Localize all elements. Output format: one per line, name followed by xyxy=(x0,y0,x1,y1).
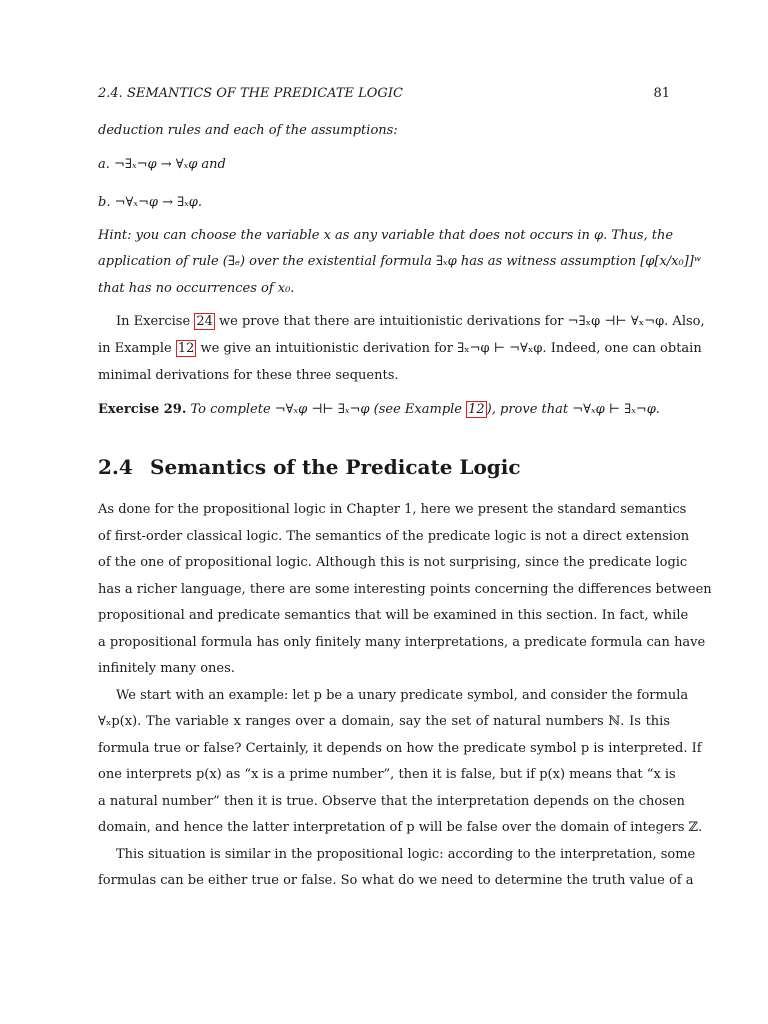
para2-line: a propositional formula has only finitely many interpretations, a predicate formula can have xyxy=(98,635,706,650)
exercise-24-link[interactable]: 24 xyxy=(196,314,213,329)
hint-line-5: application of rule (∃ₑ) over the existential formula ∃ₓφ has as witness assumption [φ[x/x₀]]ʷ xyxy=(98,254,701,269)
para1-text-d: we give an intuitionistic derivation for ∃ₓ¬φ ⊢ ¬∀ₓφ. Indeed, one can obtain xyxy=(196,341,702,356)
exercise-29 xyxy=(98,402,670,418)
para3-line: a natural number” then it is true. Observe that the interpretation depends on the chosen xyxy=(98,794,685,809)
para2-line: infinitely many ones. xyxy=(98,661,235,676)
para2-line: As done for the propositional logic in Chapter 1, here we present the standard semantics xyxy=(98,502,687,517)
section-number: 2.4 xyxy=(98,455,133,479)
exercise-text-a: To complete ¬∀ₓφ ⊣⊢ ∃ₓ¬φ (see Example xyxy=(186,402,467,417)
para2-line: of the one of propositional logic. Although this is not surprising, since the predicate logic xyxy=(98,555,688,570)
para2-line: of first-order classical logic. The semantics of the predicate logic is not a direct extension xyxy=(98,529,690,544)
para1-text-b: we prove that there are intuitionistic derivations for ¬∃ₓφ ⊣⊢ ∀ₓ¬φ. Also, xyxy=(214,314,705,329)
hint-line-6: that has no occurrences of x₀. xyxy=(98,281,295,296)
para4-line: formulas can be either true or false. So what do we need to determine the truth value of a xyxy=(98,873,694,888)
para4-line: This situation is similar in the propositional logic: according to the interpretation, some xyxy=(116,847,696,862)
assumption-b: b. ¬∀ₓ¬φ → ∃ₓφ. xyxy=(98,195,202,210)
para3-line: formula true or false? Certainly, it depends on how the predicate symbol p is interpreted. If xyxy=(98,741,702,756)
example-12-link[interactable]: 12 xyxy=(177,341,195,356)
running-header xyxy=(98,86,670,101)
para2-line: has a richer language, there are some interesting points concerning the differences between xyxy=(98,582,712,597)
para1-line-1 xyxy=(98,314,705,330)
para1-text-c: in Example xyxy=(98,341,176,356)
para3-line: We start with an example: let p be a unary predicate symbol, and consider the formula xyxy=(116,688,689,703)
para2-line: propositional and predicate semantics that will be examined in this section. In fact, while xyxy=(98,608,689,623)
para3-line: ∀ₓp(x). The variable x ranges over a domain, say the set of natural numbers ℕ. Is this xyxy=(98,714,670,729)
hint-line-1: deduction rules and each of the assumptions: xyxy=(98,123,398,138)
header-section-title: 2.4. SEMANTICS OF THE PREDICATE LOGIC xyxy=(98,86,403,101)
section-title: Semantics of the Predicate Logic xyxy=(150,455,521,479)
para3-line: domain, and hence the latter interpretation of p will be false over the domain of integers ℤ. xyxy=(98,820,703,835)
para1-text-a: In Exercise xyxy=(116,314,195,329)
exercise-label: Exercise 29. xyxy=(98,402,187,417)
exercise-example-12-link[interactable]: 12 xyxy=(468,402,485,417)
para1-line-3: minimal derivations for these three sequents. xyxy=(98,368,399,383)
assumption-a: a. ¬∃ₓ¬φ → ∀ₓφ and xyxy=(98,157,226,172)
para1-line-2 xyxy=(98,341,702,357)
page-number: 81 xyxy=(653,86,670,101)
para3-line: one interprets p(x) as “x is a prime number”, then it is false, but if p(x) means that “x is xyxy=(98,767,676,782)
hint-line-4: Hint: you can choose the variable x as any variable that does not occurs in φ. Thus, the xyxy=(98,228,674,243)
exercise-text-b: ), prove that ¬∀ₓφ ⊢ ∃ₓ¬φ. xyxy=(486,402,660,417)
section-heading xyxy=(98,455,521,479)
